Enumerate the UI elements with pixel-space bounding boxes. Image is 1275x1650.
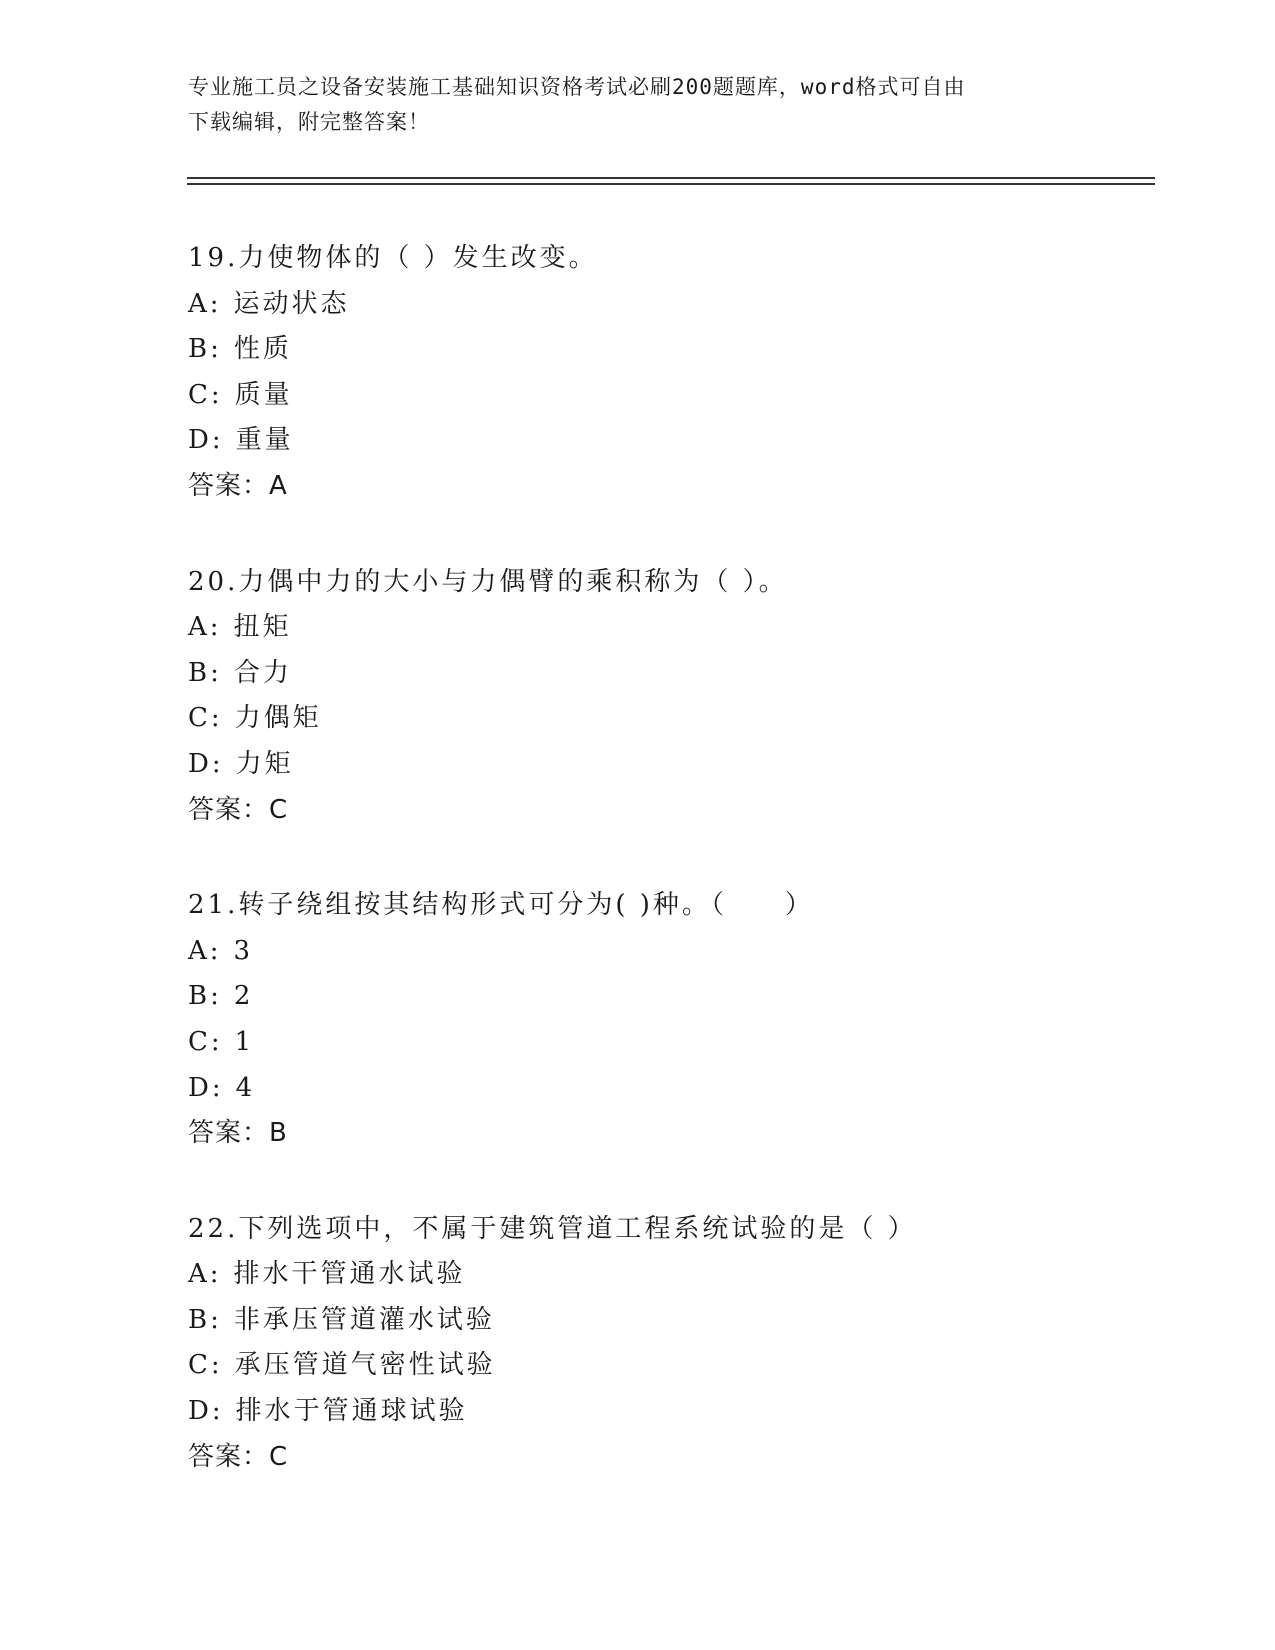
option-b — [188, 327, 1148, 373]
option-key: A: — [188, 935, 222, 966]
answer-label: 答案： — [188, 1118, 270, 1149]
option-a — [188, 605, 1148, 651]
option-c — [188, 1020, 1148, 1066]
header-divider-top — [187, 177, 1155, 179]
option-b — [188, 1298, 1148, 1344]
option-key: D: — [188, 425, 224, 456]
option-key: A: — [188, 288, 222, 319]
answer-value: B — [269, 1118, 288, 1149]
question-21 — [188, 883, 1148, 1157]
option-key: D: — [188, 1396, 224, 1427]
option-key: B: — [188, 981, 222, 1012]
option-c — [188, 696, 1148, 742]
option-text: 力矩 — [235, 748, 294, 779]
option-key: C: — [188, 703, 223, 734]
option-text: 力偶矩 — [234, 703, 322, 734]
option-text: 1 — [234, 1026, 255, 1057]
question-19 — [188, 236, 1148, 510]
option-d — [188, 1389, 1148, 1435]
option-text: 扭矩 — [233, 612, 292, 643]
option-key: B: — [188, 657, 222, 688]
option-key: C: — [188, 1026, 223, 1057]
header-line-1: 专业施工员之设备安装施工基础知识资格考试必刷200题题库，word格式可自由 — [188, 75, 966, 99]
option-c — [188, 1343, 1148, 1389]
option-b — [188, 974, 1148, 1020]
question-20 — [188, 560, 1148, 834]
option-text: 合力 — [233, 657, 292, 688]
option-text: 4 — [235, 1072, 256, 1103]
option-text: 排水干管通水试验 — [233, 1259, 466, 1290]
question-stem: 21.转子绕组按其结构形式可分为( )种。（ ） — [188, 890, 814, 921]
option-d — [188, 742, 1148, 788]
option-a — [188, 282, 1148, 328]
answer-label: 答案： — [188, 470, 270, 501]
option-text: 质量 — [234, 379, 293, 410]
option-c — [188, 373, 1148, 419]
option-text: 承压管道气密性试验 — [234, 1350, 496, 1381]
option-text: 排水于管通球试验 — [235, 1396, 468, 1427]
question-22 — [188, 1207, 1148, 1481]
option-key: C: — [188, 1350, 223, 1381]
option-a — [188, 929, 1148, 975]
answer-line — [188, 464, 1148, 510]
header-divider-bottom — [187, 183, 1155, 185]
option-text: 运动状态 — [233, 288, 350, 319]
option-text: 非承压管道灌水试验 — [233, 1304, 495, 1335]
answer-label: 答案： — [188, 794, 270, 825]
answer-line — [188, 1435, 1148, 1481]
option-d — [188, 1066, 1148, 1112]
option-key: B: — [188, 1304, 222, 1335]
option-key: A: — [188, 612, 222, 643]
answer-value: C — [269, 794, 289, 825]
answer-label: 答案： — [188, 1441, 270, 1472]
option-key: D: — [188, 1072, 224, 1103]
option-key: D: — [188, 748, 224, 779]
option-key: A: — [188, 1259, 222, 1290]
option-text: 2 — [233, 981, 254, 1012]
option-a — [188, 1252, 1148, 1298]
option-b — [188, 651, 1148, 697]
answer-line — [188, 788, 1148, 834]
question-stem: 22.下列选项中，不属于建筑管道工程系统试验的是（ ） — [188, 1213, 917, 1244]
question-list — [188, 236, 1148, 1530]
answer-line — [188, 1111, 1148, 1157]
option-text: 重量 — [235, 425, 294, 456]
option-d — [188, 418, 1148, 464]
answer-value: A — [269, 470, 288, 501]
answer-value: C — [269, 1441, 289, 1472]
option-text: 3 — [233, 935, 254, 966]
header-line-2: 下载编辑，附完整答案！ — [188, 110, 430, 134]
document-header — [188, 70, 1088, 140]
option-key: B: — [188, 334, 222, 365]
question-stem: 19.力使物体的（ ）发生改变。 — [188, 243, 598, 273]
option-key: C: — [188, 379, 223, 410]
question-stem: 20.力偶中力的大小与力偶臂的乘积称为（ ）。 — [188, 566, 788, 597]
option-text: 性质 — [233, 334, 292, 365]
